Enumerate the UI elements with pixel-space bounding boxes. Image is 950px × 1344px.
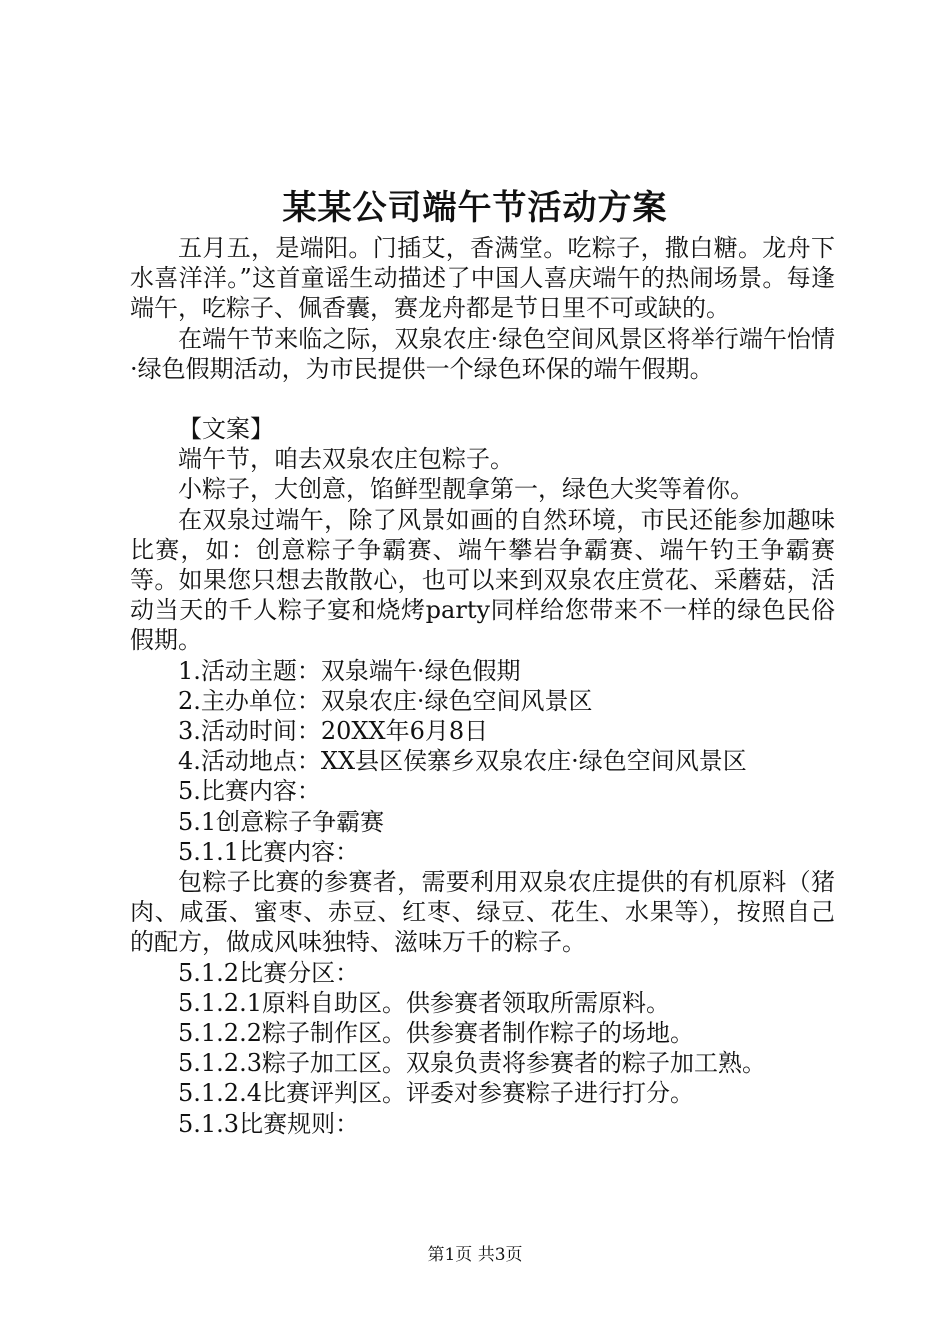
paragraph-slogan-2: 小粽子，大创意，馅鲜型靓拿第一，绿色大奖等着你。	[178, 475, 754, 504]
paragraph-spacer	[130, 384, 835, 414]
paragraph-announcement: 在端午节来临之际，双泉农庄·绿色空间风景区将举行端午怡情·绿色假期活动，为市民提供一个绿色环保的端午假期。	[130, 324, 835, 383]
subsection-heading-5-1-1: 5.1.1比赛内容：	[178, 837, 360, 866]
document-title: 某某公司端午节活动方案	[282, 188, 668, 228]
paragraph-activities: 在双泉过端午，除了风景如画的自然环境，市民还能参加趣味比赛，如：创意粽子争霸赛、端午攀岩争霸赛、端午钓王争霸赛等。如果您只想去散散心，也可以来到双泉农庄赏花、采蘑菇，活动当天的千人粽子宴和烧烤party同样给您带来不一样的绿色民俗假期。	[130, 505, 835, 655]
list-item-theme: 1.活动主题：双泉端午·绿色假期	[178, 656, 521, 685]
list-item-location: 4.活动地点：XX县区侯寨乡双泉农庄·绿色空间风景区	[178, 747, 747, 776]
subsection-heading-5-1: 5.1创意粽子争霸赛	[178, 807, 385, 836]
subsection-heading-5-1-2: 5.1.2比赛分区：	[178, 958, 360, 987]
list-item-time: 3.活动时间：20XX年6月8日	[178, 717, 489, 746]
list-item-zone-2: 5.1.2.2粽子制作区。供参赛者制作粽子的场地。	[178, 1019, 694, 1048]
subsection-heading-5-1-3: 5.1.3比赛规则：	[178, 1109, 360, 1138]
list-item-contest-content: 5.比赛内容：	[178, 777, 321, 806]
list-item-zone-3: 5.1.2.3粽子加工区。双泉负责将参赛者的粽子加工熟。	[178, 1049, 766, 1078]
paragraph-contest-description: 包粽子比赛的参赛者，需要利用双泉农庄提供的有机原料（猪肉、咸蛋、蜜枣、赤豆、红枣、绿豆、花生、水果等），按照自己的配方，做成风味独特、滋味万千的粽子。	[130, 868, 835, 957]
list-item-zone-4: 5.1.2.4比赛评判区。评委对参赛粽子进行打分。	[178, 1079, 694, 1108]
list-item-organizer: 2.主办单位：双泉农庄·绿色空间风景区	[178, 686, 593, 715]
list-item-zone-1: 5.1.2.1原料自助区。供参赛者领取所需原料。	[178, 988, 670, 1017]
paragraph-slogan-1: 端午节，咱去双泉农庄包粽子。	[178, 445, 514, 474]
paragraph-intro: 五月五，是端阳。门插艾，香满堂。吃粽子，撒白糖。龙舟下水喜洋洋。”这首童谣生动描述了中国人喜庆端午的热闹场景。每逢端午，吃粽子、佩香囊，赛龙舟都是节日里不可或缺的。	[130, 234, 835, 323]
section-heading-copy: 【文案】	[178, 415, 274, 444]
page-footer: 第1页 共3页	[427, 1245, 523, 1265]
document-body	[130, 233, 835, 1139]
